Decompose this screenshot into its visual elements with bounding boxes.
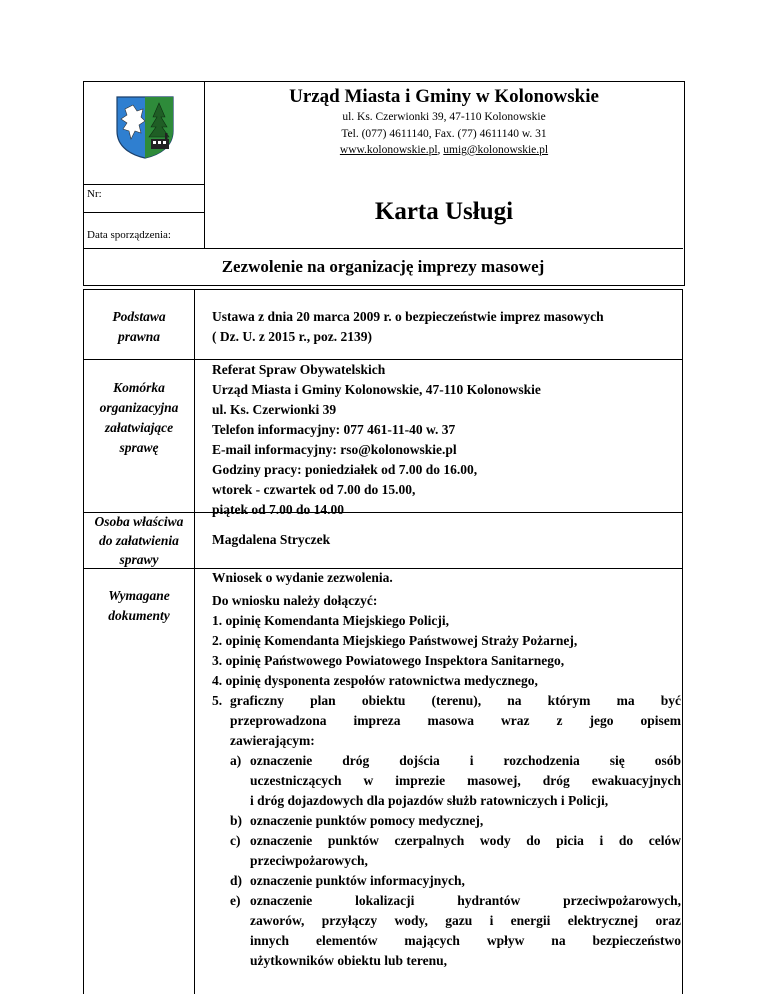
documents-list bbox=[212, 591, 681, 971]
documents-intro: Wniosek o wydanie zezwolenia. bbox=[212, 570, 393, 585]
list-item: 4. opinię dysponenta zespołów ratownictwa medycznego, bbox=[212, 673, 538, 688]
list-item: 2. opinię Komendanta Miejskiego Państwowej Straży Pożarnej, bbox=[212, 633, 578, 648]
date-field bbox=[83, 213, 205, 248]
website-link[interactable]: www.kolonowskie.pl bbox=[339, 144, 438, 156]
responsible-person: Magdalena Stryczek bbox=[212, 532, 331, 547]
sub-list-item: c) oznaczenie punktów czerpalnych wody do picia i do celów przeciwpożarowych, bbox=[230, 833, 681, 868]
email-link[interactable]: umig@kolonowskie.pl bbox=[443, 144, 549, 156]
list-item: 3. opinię Państwowego Powiatowego Inspektora Sanitarnego, bbox=[212, 653, 565, 668]
sub-list bbox=[230, 751, 681, 971]
label-person: Osoba właściwa do załatwienia sprawy bbox=[94, 514, 184, 567]
nr-field bbox=[83, 185, 205, 213]
list-item: 5. graficzny plan obiektu (terenu), na którym ma być przeprowadzona impreza masowa wraz z jego opisem zawierającym: bbox=[212, 693, 681, 748]
column-divider bbox=[194, 289, 195, 994]
office-name: Urząd Miasta i Gminy w Kolonowskie bbox=[289, 86, 599, 107]
date-label: Data sporządzenia: bbox=[87, 229, 171, 241]
nr-label: Nr: bbox=[87, 188, 102, 200]
office-links bbox=[205, 142, 683, 158]
sub-list-item: e) oznaczenie lokalizacji hydrantów przeciwpożarowych, zaworów, przyłączy wody, gazu i energii elektrycznej oraz innych elementów mających wpływ na bezpieczeństwo użytkowników obiektu lub terenu, bbox=[230, 893, 681, 968]
service-title: Zezwolenie na organizację imprezy masowej bbox=[221, 257, 545, 276]
sub-list-item: b) oznaczenie punktów pomocy medycznej, bbox=[230, 813, 484, 828]
logo-cell bbox=[83, 81, 205, 185]
sub-list-item: d) oznaczenie punktów informacyjnych, bbox=[230, 873, 465, 888]
unit-details: Referat Spraw Obywatelskich Urząd Miasta i Gminy Kolonowskie, 47-110 Kolonowskie ul. Ks. Czerwionki 39 Telefon informacyjny: 077 461-11-40 w. 37 E-mail informacyjny: rso@kolonowskie.pl Godziny pracy: poniedziałek od 7.00 do 16.00, wtorek - czwartek od 7.00 do 15.00, piątek od 7.00 do 14.00 bbox=[212, 362, 541, 517]
label-legal-basis: Podstawa prawna bbox=[112, 309, 166, 344]
attach-heading: Do wniosku należy dołączyć: bbox=[212, 593, 378, 608]
coat-of-arms-logo bbox=[115, 95, 175, 159]
list-item: 1. opinię Komendanta Miejskiego Policji, bbox=[212, 613, 449, 628]
link-separator: , bbox=[437, 144, 444, 156]
sub-list-item: a) oznaczenie dróg dojścia i rozchodzenia się osób uczestniczących w imprezie masowej, dróg ewakuacyjnych i dróg dojazdowych dla pojazdów służb ratowniczych i Policji, bbox=[230, 753, 681, 808]
office-address: ul. Ks. Czerwionki 39, 47-110 Kolonowskie bbox=[342, 111, 546, 123]
label-unit: Komórka organizacyjna załatwiające sprawę bbox=[99, 380, 179, 455]
card-title: Karta Usługi bbox=[374, 198, 514, 225]
office-phone: Tel. (077) 4611140, Fax. (77) 4611140 w. 31 bbox=[341, 128, 547, 140]
legal-basis-text: Ustawa z dnia 20 marca 2009 r. o bezpieczeństwie imprez masowych ( Dz. U. z 2015 r., poz. 2139) bbox=[212, 309, 604, 344]
label-documents: Wymagane dokumenty bbox=[108, 588, 170, 623]
